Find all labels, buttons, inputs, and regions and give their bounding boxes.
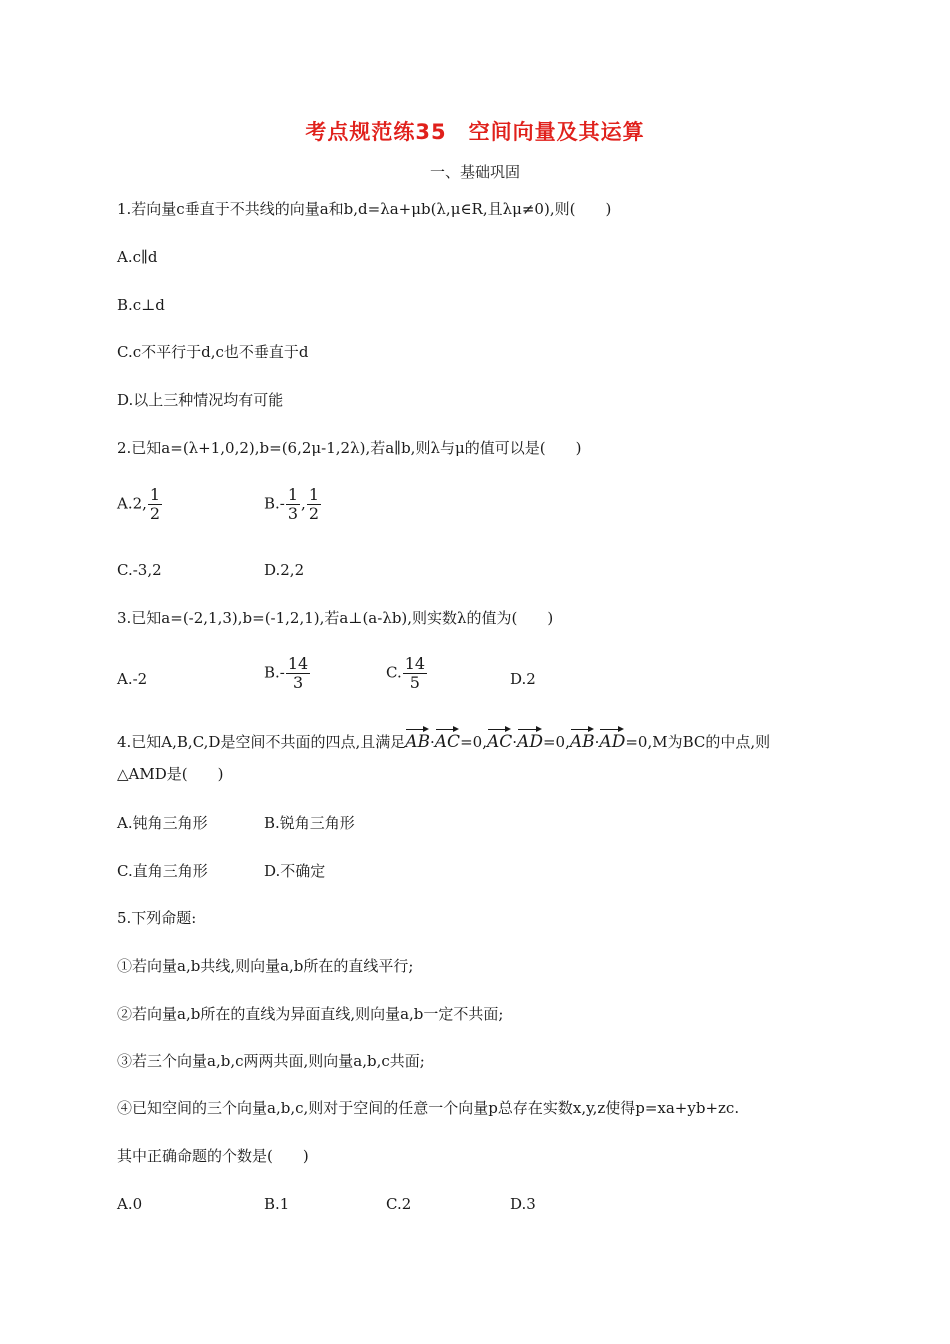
separator: ,: [301, 494, 306, 513]
fraction: [286, 655, 310, 692]
fraction-numerator: 1: [308, 485, 320, 504]
question-1-option-d: D.以上三种情况均有可能: [117, 391, 284, 409]
stem-continued: M为BC的中点,则: [652, 733, 771, 751]
question-3-option-a: A.-2: [117, 670, 148, 688]
equals-zero: =0,: [542, 733, 570, 751]
question-4-option-c: C.直角三角形: [117, 862, 208, 880]
stem-intro: 4.已知A,B,C,D是空间不共面的四点,且满足: [117, 733, 406, 751]
question-4-option-b: B.锐角三角形: [264, 814, 355, 832]
page-title: 考点规范练35 空间向量及其运算: [305, 120, 645, 144]
question-4-stem-line2: △AMD是( ): [117, 765, 224, 783]
question-5-prompt: 其中正确命题的个数是( ): [117, 1147, 309, 1165]
option-c-prefix: C.: [386, 663, 402, 682]
question-2-option-a: [117, 486, 163, 523]
option-b-prefix: B.-: [264, 494, 285, 513]
question-1-option-c: C.c不平行于d,c也不垂直于d: [117, 343, 309, 361]
equals-zero: =0,: [460, 733, 487, 751]
fraction-numerator: 14: [404, 654, 426, 673]
question-4-stem: [117, 727, 770, 753]
dot-operator: ·: [594, 733, 600, 751]
section-heading: 一、基础巩固: [429, 163, 520, 181]
question-4-option-a: A.钝角三角形: [117, 814, 208, 832]
option-a-prefix: A.2,: [117, 494, 147, 513]
fraction-denominator: 2: [308, 504, 320, 523]
equals-zero: =0,: [625, 733, 653, 751]
vector-ac: AC: [435, 727, 460, 753]
fraction: [148, 486, 162, 523]
dot-operator: ·: [430, 733, 435, 751]
question-4-option-d: D.不确定: [264, 862, 326, 880]
vector-ad: AD: [599, 727, 625, 753]
question-1-stem: 1.若向量c垂直于不共线的向量a和b,d=λa+μb(λ,μ∈R,且λμ≠0),则( ): [117, 200, 612, 218]
vector-ab: AB: [570, 727, 595, 753]
question-5-option-c: C.2: [386, 1195, 412, 1213]
question-5-item-3: ③若三个向量a,b,c两两共面,则向量a,b,c共面;: [117, 1052, 425, 1070]
question-2-option-c: C.-3,2: [117, 561, 162, 579]
question-5-item-1: ①若向量a,b共线,则向量a,b所在的直线平行;: [117, 957, 414, 975]
fraction: [286, 486, 300, 523]
fraction-denominator: 5: [403, 673, 427, 692]
question-2-option-b: [264, 486, 322, 523]
vector-ad: AD: [517, 727, 543, 753]
question-3-stem: 3.已知a=(-2,1,3),b=(-1,2,1),若a⊥(a-λb),则实数λ的值为( ): [117, 609, 554, 627]
question-5-option-d: D.3: [510, 1195, 536, 1213]
question-3-option-d: D.2: [510, 670, 536, 688]
fraction-denominator: 3: [286, 673, 310, 692]
fraction-denominator: 2: [149, 504, 161, 523]
fraction-numerator: 1: [287, 485, 299, 504]
question-5-option-b: B.1: [264, 1195, 290, 1213]
question-5-option-a: A.0: [117, 1195, 143, 1213]
vector-ab: AB: [405, 727, 430, 753]
fraction-denominator: 3: [287, 504, 299, 523]
fraction: [307, 486, 321, 523]
vector-ac: AC: [487, 727, 512, 753]
question-1-option-a: A.c∥d: [117, 248, 158, 266]
question-5-item-2: ②若向量a,b所在的直线为异面直线,则向量a,b一定不共面;: [117, 1005, 504, 1023]
dot-operator: ·: [512, 733, 518, 751]
question-1-option-b: B.c⊥d: [117, 296, 165, 314]
fraction-numerator: 1: [149, 485, 161, 504]
question-5-item-4: ④已知空间的三个向量a,b,c,则对于空间的任意一个向量p总存在实数x,y,z使得p=xa+yb+zc.: [117, 1099, 740, 1117]
question-3-option-c: [386, 655, 428, 692]
question-3-option-b: [264, 655, 311, 692]
question-2-option-d: D.2,2: [264, 561, 305, 579]
fraction-numerator: 14: [287, 654, 309, 673]
option-b-prefix: B.-: [264, 663, 285, 682]
fraction: [403, 655, 427, 692]
question-5-stem: 5.下列命题:: [117, 909, 197, 927]
question-2-stem: 2.已知a=(λ+1,0,2),b=(6,2μ-1,2λ),若a∥b,则λ与μ的值可以是( ): [117, 439, 582, 457]
